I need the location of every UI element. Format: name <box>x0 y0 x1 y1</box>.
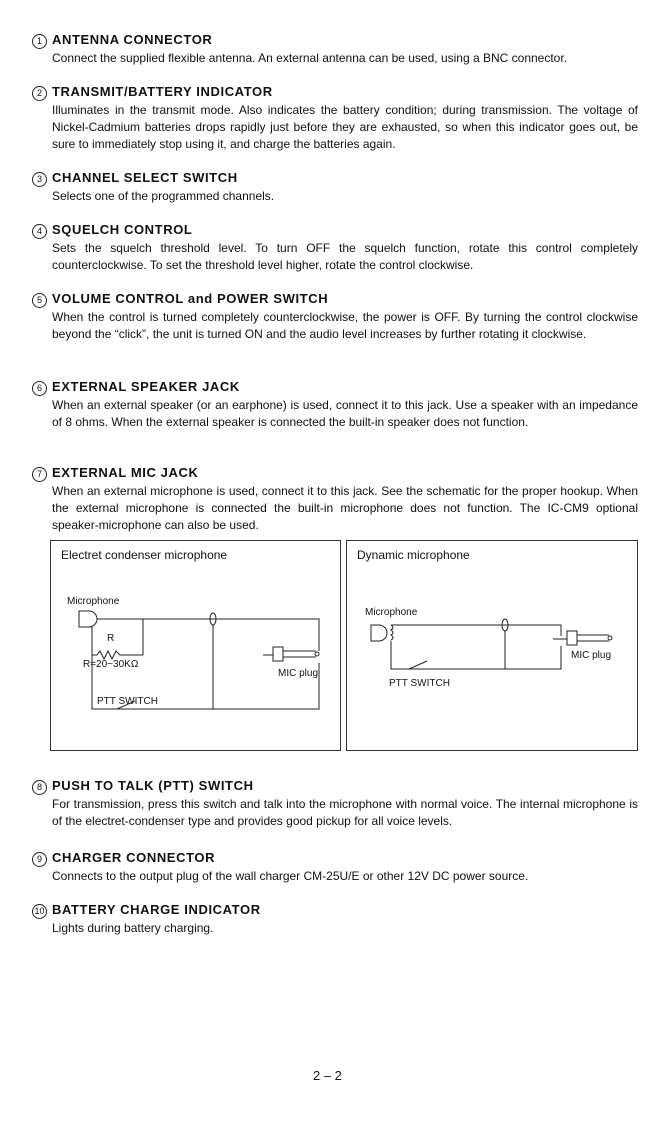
item-number: 2 <box>32 86 47 101</box>
item-number: 7 <box>32 467 47 482</box>
item-number: 4 <box>32 224 47 239</box>
mic-plug-label: MIC plug <box>571 650 612 661</box>
item-body: For transmission, press this switch and talk into the microphone with normal voice. The internal microphone is of the electret-condenser type and provides good pickup for all voice levels. <box>52 797 638 828</box>
item-number: 5 <box>32 293 47 308</box>
diagram-title: Electret condenser microphone <box>61 548 228 562</box>
item-body: Lights during battery charging. <box>52 921 214 935</box>
item-number: 9 <box>32 852 47 867</box>
diagram-title: Dynamic microphone <box>357 548 470 562</box>
item-heading: CHARGER CONNECTOR <box>52 850 216 865</box>
ptt-switch-label: PTT SWITCH <box>97 696 158 707</box>
microphone-label: Microphone <box>365 607 418 618</box>
item-number: 6 <box>32 381 47 396</box>
item-number: 1 <box>32 34 47 49</box>
item-body: When an external speaker (or an earphone) is used, connect it to this jack. Use a speaker with an impedance of 8 ohms. When the external speaker is connected the built-in speaker does not function. <box>52 398 638 429</box>
item-number: 10 <box>32 904 47 919</box>
item-heading: ANTENNA CONNECTOR <box>52 32 213 47</box>
electret-mic-diagram <box>50 540 341 751</box>
item-heading: CHANNEL SELECT SWITCH <box>52 170 238 185</box>
electret-schematic <box>51 541 340 750</box>
dynamic-schematic <box>347 541 637 750</box>
item-body: When an external microphone is used, connect it to this jack. See the schematic for the proper hookup. When the external microphone is connected the built-in microphone does not function. The IC-CM9 optional speaker-microphone can also be used. <box>52 484 638 532</box>
item-body: Sets the squelch threshold level. To turn OFF the squelch function, rotate this control completely counterclockwise. To set the threshold level higher, rotate the control clockwise. <box>52 241 638 272</box>
resistor-label: R <box>107 633 115 644</box>
resistor-value: R=20~30KΩ <box>83 659 139 670</box>
item-number: 3 <box>32 172 47 187</box>
mic-plug-label: MIC plug <box>278 668 319 679</box>
item-body: Connect the supplied flexible antenna. An external antenna can be used, using a BNC connector. <box>52 51 568 65</box>
dynamic-mic-diagram <box>346 540 638 751</box>
ptt-switch-label: PTT SWITCH <box>389 678 450 689</box>
item-heading: TRANSMIT/BATTERY INDICATOR <box>52 84 273 99</box>
item-heading: PUSH TO TALK (PTT) SWITCH <box>52 778 254 793</box>
item-body: Connects to the output plug of the wall charger CM-25U/E or other 12V DC power source. <box>52 869 529 883</box>
item-heading: EXTERNAL MIC JACK <box>52 465 199 480</box>
item-body: Illuminates in the transmit mode. Also indicates the battery condition; during transmission. The voltage of Nickel-Cadmium batteries drops rapidly just before they are exhausted, so when this indicator goes out, be sure to immediately stop using it, and charge the batteries again. <box>52 103 638 151</box>
item-heading: VOLUME CONTROL and POWER SWITCH <box>52 291 329 306</box>
item-heading: BATTERY CHARGE INDICATOR <box>52 902 261 917</box>
item-body: When the control is turned completely counterclockwise, the power is OFF. By turning the control clockwise beyond the “click”, the unit is turned ON and the audio level increases by further rotating it clockwise. <box>52 310 638 341</box>
item-heading: SQUELCH CONTROL <box>52 222 193 237</box>
microphone-label: Microphone <box>67 596 120 607</box>
item-body: Selects one of the programmed channels. <box>52 189 275 203</box>
page-number: 2 – 2 <box>313 1068 342 1083</box>
item-number: 8 <box>32 780 47 795</box>
item-heading: EXTERNAL SPEAKER JACK <box>52 379 240 394</box>
